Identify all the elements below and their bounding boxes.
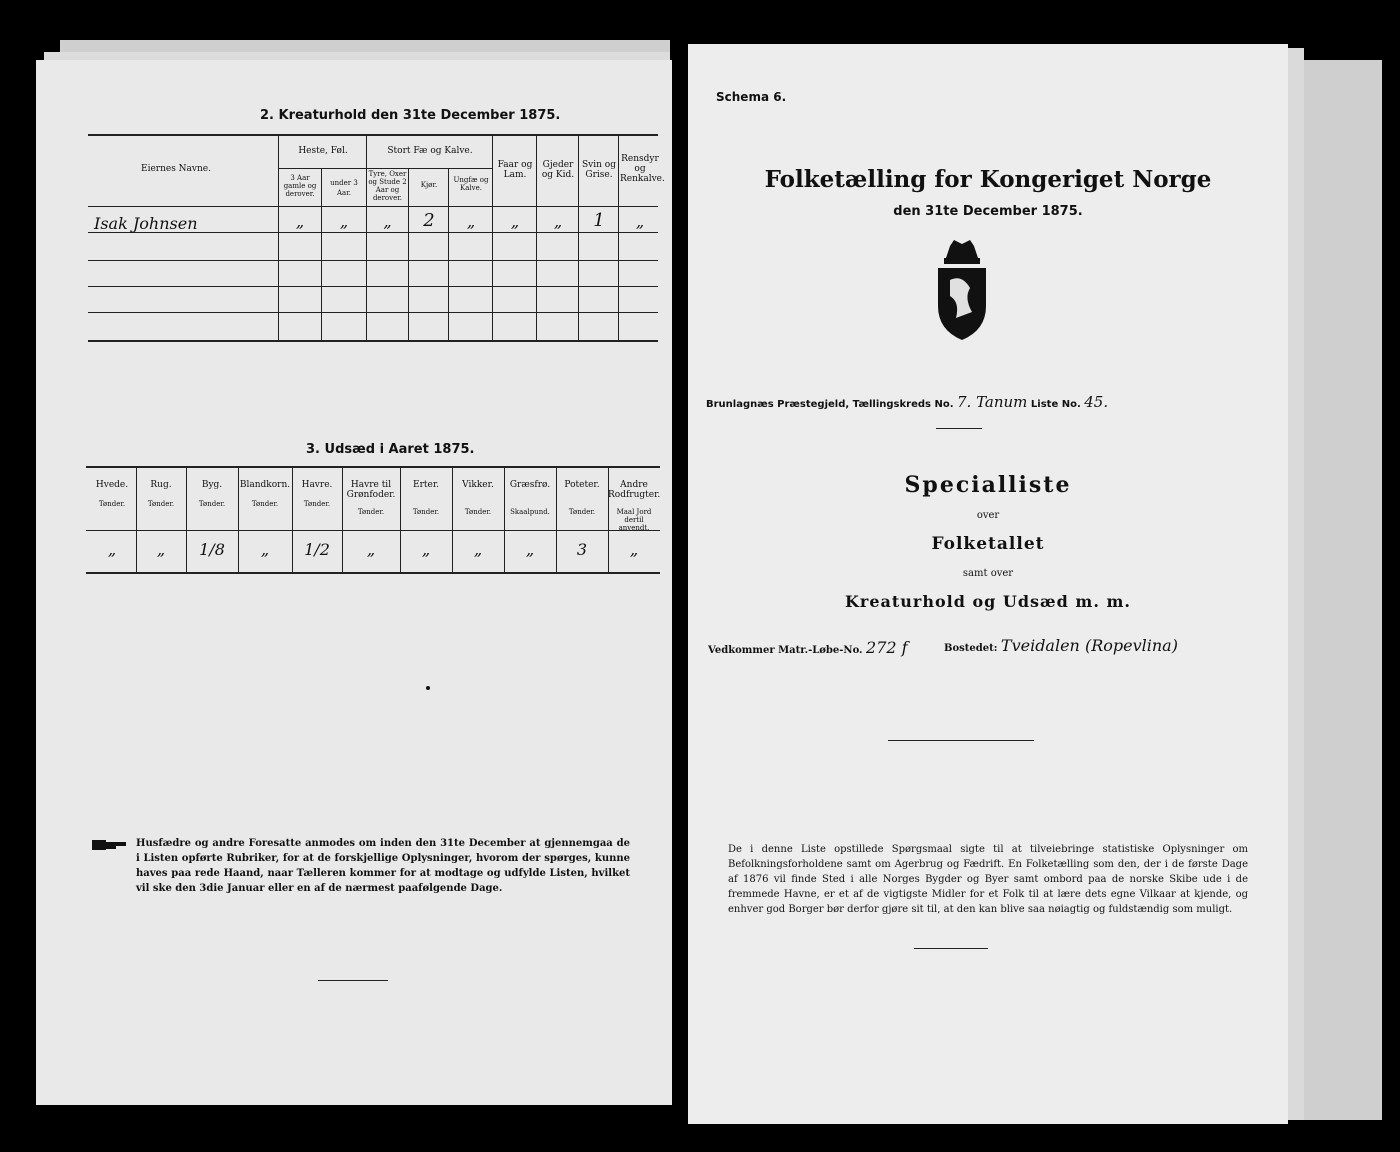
crop-header: Vikker. bbox=[462, 480, 494, 490]
samt-over-text: samt over bbox=[962, 568, 1014, 579]
folketallet-heading: Folketallet bbox=[931, 534, 1045, 554]
crop-unit: Tønder. bbox=[251, 500, 279, 508]
bosted-value: Tveidalen (Ropevlina) bbox=[1000, 636, 1178, 655]
crop-unit: Tønder. bbox=[464, 508, 492, 516]
header-horses: Heste, Føl. bbox=[298, 146, 348, 156]
table-col bbox=[578, 135, 579, 340]
crop-unit: Tønder. bbox=[412, 508, 440, 516]
crop-unit: Tønder. bbox=[198, 500, 226, 508]
value-sheep: „ bbox=[510, 212, 520, 231]
table-rule bbox=[88, 260, 658, 261]
crop-value: „ bbox=[366, 540, 376, 559]
footnote-text: Husfædre og andre Foresatte anmodes om inden den 31te December at gjennemgaa de i Listen opførte Rubriker, for at de forskjellige Oplysninger, hvorom der spørges, kunne haves paa rede Haand, naar Tælleren kommer for at modtage og udfylde Listen, hvilket vil ske den 3die Januar eller en af de nærmest paafølgende Dage. bbox=[136, 838, 630, 894]
header-owner: Eiernes Navne. bbox=[141, 164, 211, 174]
value-bulls: „ bbox=[383, 212, 392, 231]
long-rule bbox=[888, 740, 1034, 741]
matr-value: 272 f bbox=[866, 638, 908, 657]
crop-header: Græsfrø. bbox=[509, 480, 551, 490]
crop-header: Poteter. bbox=[564, 480, 600, 490]
section3-title: 3. Udsæd i Aaret 1875. bbox=[306, 442, 475, 457]
crop-header: Rug. bbox=[150, 480, 172, 490]
crop-value: „ bbox=[473, 540, 483, 559]
crop-unit: Skaalpund. bbox=[510, 508, 550, 516]
short-rule bbox=[914, 948, 988, 949]
table-rule bbox=[278, 168, 366, 169]
schema-label: Schema 6. bbox=[716, 90, 787, 104]
bosted-label: Bostedet: bbox=[944, 643, 998, 654]
district-value: 7. Tanum bbox=[957, 393, 1028, 411]
value-horses-young: „ bbox=[339, 212, 349, 231]
document-title: Folketælling for Kongeriget Norge bbox=[764, 166, 1212, 193]
table-rule bbox=[88, 134, 658, 136]
value-young-cattle: „ bbox=[466, 212, 476, 231]
table-col bbox=[492, 135, 493, 340]
value-horses-old: „ bbox=[295, 212, 305, 231]
parish-label: Brunlagnæs Præstegjeld, bbox=[706, 399, 850, 410]
crop-header: Havre. bbox=[301, 480, 333, 490]
table-rule bbox=[86, 466, 660, 468]
crop-value: „ bbox=[525, 540, 535, 559]
table-rule bbox=[88, 312, 658, 313]
matr-label: Vedkommer Matr.-Løbe-No. bbox=[708, 645, 863, 656]
crop-header: Byg. bbox=[201, 480, 223, 490]
right-page-edge bbox=[1286, 48, 1304, 1120]
crop-value: „ bbox=[421, 540, 431, 559]
table-rule bbox=[86, 572, 660, 574]
matr-line bbox=[708, 638, 908, 657]
short-rule bbox=[318, 980, 388, 981]
specialliste-heading: Specialliste bbox=[904, 472, 1072, 498]
header-young-cattle: Ungfæ og Kalve. bbox=[453, 176, 489, 192]
ink-dot bbox=[426, 686, 430, 690]
crop-value: „ bbox=[156, 540, 166, 559]
table-rule bbox=[88, 206, 658, 207]
owner-name: Isak Johnsen bbox=[94, 214, 198, 233]
crop-unit: Tønder. bbox=[303, 500, 331, 508]
table-col bbox=[618, 135, 619, 340]
crop-unit: Tønder. bbox=[568, 508, 596, 516]
crop-value: „ bbox=[629, 540, 639, 559]
table-col bbox=[321, 168, 322, 340]
crop-header: Erter. bbox=[413, 480, 439, 490]
table-col bbox=[278, 135, 279, 340]
header-goats: Gjeder og Kid. bbox=[541, 160, 575, 180]
document-date: den 31te December 1875. bbox=[893, 204, 1083, 219]
crop-unit: Tønder. bbox=[98, 500, 126, 508]
crop-value: 1/2 bbox=[304, 540, 330, 559]
crop-header: Hvede. bbox=[95, 480, 129, 490]
coat-of-arms-icon bbox=[934, 240, 990, 340]
crop-header: Blandkorn. bbox=[239, 480, 291, 490]
header-pigs: Svin og Grise. bbox=[582, 160, 616, 180]
table-rule bbox=[366, 168, 492, 169]
header-cattle: Stort Fæ og Kalve. bbox=[387, 146, 473, 156]
crop-value: 3 bbox=[576, 540, 588, 559]
header-bulls: Tyre, Oxer og Stude 2 Aar og derover. bbox=[368, 170, 407, 202]
table-col bbox=[536, 135, 537, 340]
table-col bbox=[448, 168, 449, 340]
crop-value: 1/8 bbox=[199, 540, 225, 559]
value-goats: „ bbox=[553, 212, 563, 231]
bosted-line bbox=[944, 636, 1178, 655]
kreaturhold-heading: Kreaturhold og Udsæd m. m. bbox=[845, 592, 1131, 611]
crop-unit: Maal Jord dertil anvendt. bbox=[616, 508, 652, 532]
right-page-edge bbox=[1296, 60, 1382, 1120]
table-rule bbox=[86, 530, 660, 531]
info-paragraph: De i denne Liste opstillede Spørgsmaal sigte til at tilveiebringe statistiske Oplysninger om Befolkningsforholdene samt om Agerbrug og Fædrift. En Folketælling som den, der i de første Dage af 1876 vil finde Sted i alle Norges Bygder og Byer samt ombord paa de norske Skibe ude i de fremmede Havne, er et af de vigtigste Midler for et Folk til at lære dets egne Vilkaar at kjende, og enhver god Borger bør derfor gjøre sit til, at den kan blive saa nøiagtig og fuldstændig som muligt. bbox=[728, 844, 1248, 915]
value-pigs: 1 bbox=[593, 210, 605, 231]
header-reindeer: Rensdyr og Renkalve. bbox=[620, 154, 665, 184]
table-rule bbox=[88, 340, 658, 342]
value-cows: 2 bbox=[423, 210, 435, 231]
crop-header: Havre til Grønfoder. bbox=[346, 480, 396, 500]
section2-title: 2. Kreaturhold den 31te December 1875. bbox=[260, 108, 561, 123]
crop-value: „ bbox=[107, 540, 117, 559]
list-value: 45. bbox=[1084, 393, 1109, 411]
crop-unit: Tønder. bbox=[147, 500, 175, 508]
short-rule bbox=[936, 428, 982, 429]
crop-value: „ bbox=[260, 540, 270, 559]
table-rule bbox=[88, 286, 658, 287]
header-horses-young: under 3 Aar. bbox=[330, 179, 358, 197]
left-page bbox=[36, 60, 672, 1105]
header-sheep: Faar og Lam. bbox=[497, 160, 533, 180]
list-label: Liste No. bbox=[1030, 399, 1081, 410]
table-col bbox=[366, 135, 367, 340]
value-reindeer: „ bbox=[635, 212, 645, 231]
right-page bbox=[688, 44, 1288, 1124]
over-text: over bbox=[976, 510, 1000, 521]
pointing-hand-icon bbox=[92, 838, 128, 852]
parish-line bbox=[706, 393, 1108, 411]
crop-unit: Tønder. bbox=[357, 508, 385, 516]
header-cows: Kjør. bbox=[420, 181, 438, 189]
district-label: Tællingskreds No. bbox=[852, 399, 954, 410]
crop-header: Andre Rodfrugter. bbox=[608, 480, 661, 500]
header-horses-old: 3 Aar gamle og derover. bbox=[283, 174, 317, 198]
table-col bbox=[408, 168, 409, 340]
